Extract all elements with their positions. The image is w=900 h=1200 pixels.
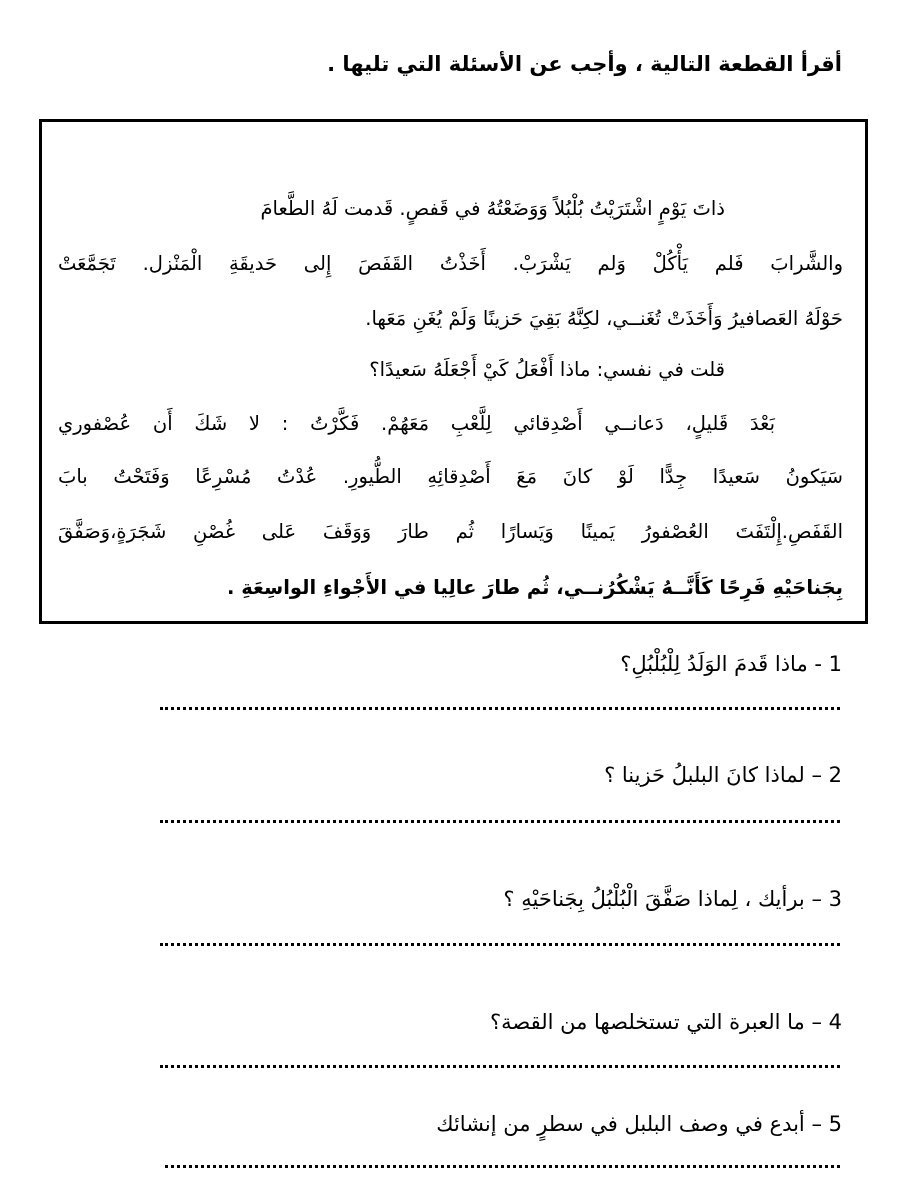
passage-line: بِجَناحَيْهِ فَرِحًا كَأَنَّــهُ يَشْكُرُنــي، ثُم طارَ عالِيا في الأَجْواءِ الواسِعَةِ . — [227, 576, 843, 599]
passage-line: سَيَكونُ سَعيدًا جِدًّا لَوْ كانَ مَعَ أَصْدِقائِهِ الطُّيورِ. عُدْتُ مُسْرِعًا وَفَتَحْتُ بابَ — [58, 465, 843, 488]
answer-line-1[interactable] — [160, 704, 840, 710]
question-5: 5 – أبدع في وصف البلبل في سطرٍ من إنشائك — [436, 1112, 842, 1136]
passage-line: ذاتَ يَوْمٍ اشْتَرَيْتُ بُلْبُلاً وَوَضَعْتُهُ في قَفصٍ. قَدمت لَهُ الطَّعامَ — [260, 197, 725, 220]
passage-box — [39, 119, 868, 624]
answer-line-3[interactable] — [160, 940, 840, 946]
instructions-heading: أقرأ القطعة التالية ، وأجب عن الأسئلة التي تليها . — [327, 52, 842, 76]
answer-line-2[interactable] — [160, 817, 840, 823]
question-4: 4 – ما العبرة التي تستخلصها من القصة؟ — [489, 1010, 842, 1034]
passage-line: بَعْدَ قَليلٍ، دَعانــي أَصْدِقائي لِلَّعْبِ مَعَهُمْ. فَكَّرْتُ : لا شَكَ أَن عُصْفوري — [58, 412, 775, 435]
passage-line: قلت في نفسي: ماذا أَفْعَلُ كَيْ أَجْعَلَهُ سَعيدًا؟ — [369, 358, 725, 381]
passage-line: القَفَصِ.إِلْتَفَتَ العُصْفورُ يَمينًا وَيَسارًا ثُم طارَ وَوَقَفَ عَلى غُصْنِ شَجَرَةٍ،وَصَفَّقَ — [58, 520, 843, 543]
question-3: 3 – برأيك ، لِماذا صَفَّقَ الْبُلْبُلُ بِجَناحَيْهِ ؟ — [503, 887, 842, 911]
answer-line-5[interactable] — [165, 1162, 840, 1168]
question-2: 2 – لماذا كانَ البلبلُ حَزينا ؟ — [604, 763, 842, 787]
passage-line: حَوْلَهُ العَصافيرُ وَأَخَذَتْ تُغَنــي، لكِنَّهُ بَقِيَ حَزينًا وَلَمْ يُغَنِ مَعَها. — [365, 307, 843, 330]
question-1: 1 - ماذا قَدمَ الوَلَدُ لِلْبُلْبُلِ؟ — [620, 652, 842, 676]
passage-line: والشَّرابَ فَلم يَأْكُلْ وَلم يَشْرَبْ. أَخَذْتُ القَفَصَ إِلى حَديقَةِ الْمَنْزل. تَجَمَّعَتْ — [58, 252, 843, 275]
answer-line-4[interactable] — [160, 1062, 840, 1068]
